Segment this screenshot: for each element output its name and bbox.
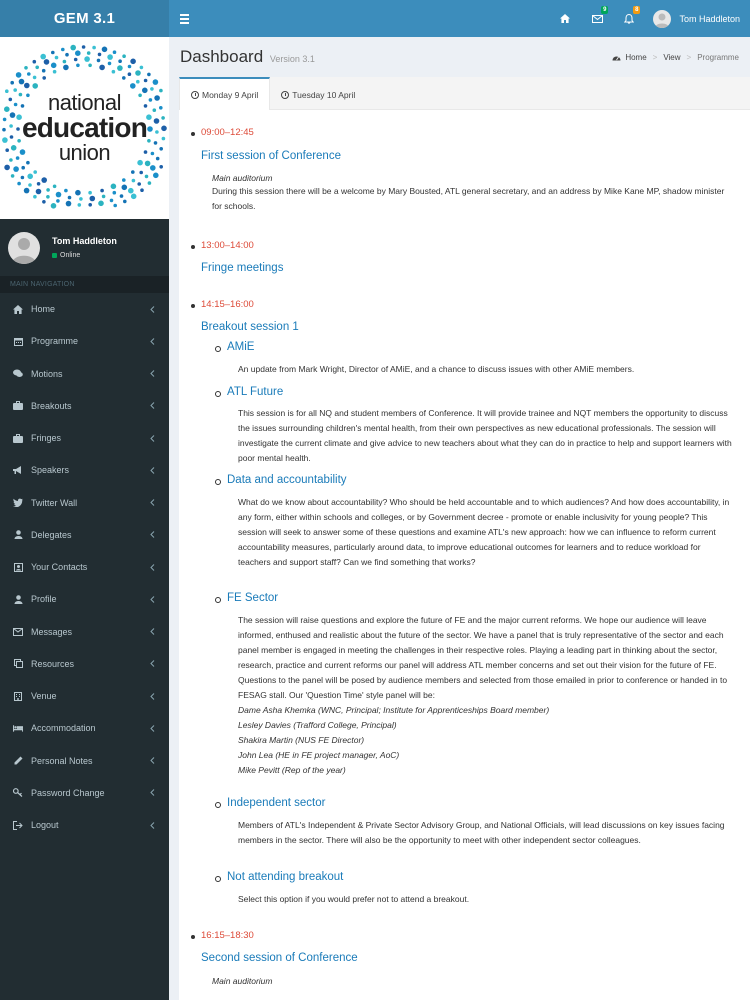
logo-dot (3, 118, 7, 122)
sidebar-item-label: Messages (31, 626, 73, 637)
logo-dot (140, 188, 144, 192)
sidebar-item-label: Delegates (31, 529, 72, 540)
chevron-left-icon (148, 821, 156, 829)
logo-dot (44, 59, 50, 65)
list-bullet (215, 597, 221, 603)
breakout-title[interactable]: Independent sector (227, 797, 326, 809)
breadcrumb-separator: > (686, 52, 692, 62)
logo-dot (118, 59, 122, 63)
logo-dot (150, 165, 156, 171)
logo-dot (11, 174, 15, 178)
sidebar-item-label: Speakers (31, 465, 70, 476)
list-bullet (191, 132, 195, 136)
logo-dot (10, 135, 14, 139)
logo-dot (79, 197, 83, 201)
sidebar-item-label: Venue (31, 691, 57, 702)
logo-dot (155, 130, 159, 134)
logo-dot (123, 200, 127, 204)
logo-dot (159, 89, 163, 93)
logo-dot (64, 189, 68, 193)
logo-dot (21, 176, 25, 180)
list-bullet (215, 802, 221, 808)
logo-dot (135, 70, 141, 76)
session-title[interactable]: Breakout session 1 (201, 321, 299, 333)
notifications-badge: 8 (635, 7, 639, 13)
logo-dot (108, 62, 112, 66)
chevron-left-icon (148, 499, 156, 507)
list-bullet (215, 479, 221, 485)
page-version: Version 3.1 (269, 54, 315, 64)
user-info (52, 236, 117, 259)
logo-dot (24, 83, 30, 89)
logo-dot (88, 203, 92, 207)
logo-dot (4, 165, 10, 171)
sidebar-item-label: Fringes (31, 433, 62, 444)
sidebar-item-your-contacts[interactable] (0, 551, 169, 583)
page-title (180, 47, 315, 67)
breakout-description: Select this option if you would prefer not to attend a breakout. (238, 894, 470, 904)
logo-dot (161, 126, 167, 132)
sidebar-item-label: Password Change (31, 787, 105, 798)
logo-dot (90, 196, 96, 202)
clock-icon (281, 91, 289, 99)
logo-dot (56, 192, 62, 198)
logo-dot (61, 48, 65, 52)
logo-dot (2, 128, 6, 132)
session-time: 13:00–14:00 (201, 240, 254, 251)
logo-dot (55, 56, 59, 60)
sidebar-item-label: Personal Notes (31, 755, 93, 766)
sidebar-item-label: Breakouts (31, 400, 72, 411)
building-icon (13, 691, 23, 701)
logo-dot (24, 188, 30, 194)
sidebar-item-label: Your Contacts (31, 562, 88, 573)
logo-dot (162, 137, 166, 141)
logo-dot (139, 171, 143, 175)
chevron-left-icon (148, 595, 156, 603)
logo-dot (37, 182, 41, 186)
sidebar-item-label: Twitter Wall (31, 497, 78, 508)
logo-dot (17, 182, 21, 186)
brand-line-3: union (58, 140, 111, 165)
messages-nav-button[interactable] (581, 0, 613, 37)
breakout-title[interactable]: Data and accountability (227, 474, 347, 486)
sidebar-item-profile[interactable] (0, 583, 169, 615)
logo-dot (102, 195, 106, 199)
chevron-left-icon (148, 337, 156, 345)
logo-dot (122, 185, 128, 191)
sidebar-item-logout[interactable] (0, 809, 169, 841)
logo-dot (42, 76, 46, 80)
logo-dot (40, 54, 46, 60)
brand-line-1: national (47, 90, 122, 115)
logo-dot (113, 204, 117, 208)
breadcrumb (612, 53, 739, 62)
dashboard-icon (612, 54, 621, 61)
sidebar-item-accommodation[interactable] (0, 712, 169, 744)
list-bullet (215, 346, 221, 352)
logo-dot (10, 112, 16, 118)
logo-dot (102, 47, 108, 53)
logo-dot (9, 98, 13, 102)
sidebar-item-venue[interactable] (0, 680, 169, 712)
breadcrumb-current: Programme (697, 52, 739, 62)
tab-label: Tuesday 10 April (292, 89, 356, 100)
logo-dot (2, 137, 8, 143)
sidebar-item-label: Accommodation (31, 723, 96, 734)
breakout-title[interactable]: FE Sector (227, 592, 279, 604)
logo-dot (21, 166, 25, 170)
sidebar-item-label: Programme (31, 336, 79, 347)
logo-dot (130, 83, 136, 89)
home-nav-button[interactable] (549, 0, 581, 37)
avatar (653, 10, 671, 28)
logo-dot (5, 148, 9, 152)
comments-icon (13, 369, 23, 379)
logo-dot (147, 139, 151, 143)
session-title[interactable]: First session of Conference (201, 150, 341, 162)
logo-dot (122, 178, 126, 182)
logo-dot (113, 50, 117, 54)
content-header (169, 37, 750, 77)
breadcrumb-view[interactable]: View (663, 52, 681, 62)
chevron-left-icon (148, 466, 156, 474)
sidebar-item-speakers[interactable] (0, 454, 169, 486)
logo-dot (128, 188, 134, 194)
logo-dot (24, 66, 28, 70)
logo-dot (76, 64, 80, 68)
chevron-left-icon (148, 563, 156, 571)
logo-dot (128, 72, 132, 76)
panel-member: Lesley Davies (Trafford College, Principal) (238, 720, 397, 730)
tab-monday[interactable] (179, 77, 270, 110)
session-title[interactable]: Second session of Conference (201, 952, 358, 964)
brand-logo (0, 37, 169, 219)
sidebar-item-fringes[interactable] (0, 422, 169, 454)
logo-dot (9, 158, 13, 162)
logo-dot (4, 106, 10, 112)
panel-member: John Lea (HE in FE project manager, AoC) (238, 750, 400, 760)
panel-member: Dame Asha Khemka (WNC, Principal; Institute for Apprenticeships Board member) (238, 705, 550, 715)
twitter-icon (13, 498, 23, 508)
logo-dot (33, 60, 37, 64)
logo-dot (13, 88, 17, 92)
logo-dot (88, 64, 92, 68)
logo-dot (68, 196, 72, 200)
list-bullet (215, 391, 221, 397)
logo-dot (74, 58, 78, 62)
megaphone-icon (13, 465, 23, 475)
logo-dot (120, 194, 124, 198)
logo-dot (17, 139, 21, 143)
logo-dot (56, 199, 60, 203)
sidebar-item-label: Logout (31, 820, 59, 831)
logo-dot (132, 179, 136, 183)
logo-dot (131, 194, 137, 200)
logo-dot (150, 87, 154, 91)
sidebar-menu (0, 293, 169, 841)
session-time: 16:15–18:30 (201, 930, 254, 941)
user-menu[interactable] (645, 10, 740, 28)
logo-dot (100, 189, 104, 193)
chevron-left-icon (148, 402, 156, 410)
online-dot-icon (52, 253, 57, 258)
panel-member: Shakira Martin (NUS FE Director) (238, 735, 365, 745)
breadcrumb-separator: > (652, 52, 658, 62)
logo-dot (84, 56, 90, 62)
chevron-left-icon (148, 660, 156, 668)
logo-dot (41, 177, 47, 183)
logo-dot (65, 53, 69, 57)
brand-line-2: education (21, 112, 148, 143)
user-panel (0, 219, 169, 276)
sidebar-item-twitter-wall[interactable] (0, 487, 169, 519)
logo-dot (137, 182, 141, 186)
logo-dot (156, 157, 160, 161)
logo-dot (130, 59, 136, 65)
user-icon (13, 530, 23, 540)
logo-dot (78, 203, 82, 207)
logo-dot (148, 181, 152, 185)
user-icon (13, 594, 23, 604)
logo-dot (82, 45, 86, 49)
logo-dot (147, 126, 153, 132)
session-location: Main auditorium (212, 173, 273, 183)
logo-dot (151, 152, 155, 156)
top-navbar (169, 0, 750, 37)
chevron-left-icon (148, 789, 156, 797)
logo-dot (33, 170, 37, 174)
bell-icon (624, 14, 634, 24)
sidebar-item-resources[interactable] (0, 648, 169, 680)
logo-dot (159, 147, 163, 151)
programme-box (179, 77, 750, 1000)
logo-dot (5, 89, 9, 93)
sidebar-item-messages[interactable] (0, 616, 169, 648)
list-bullet (215, 876, 221, 882)
logo-dot (11, 145, 17, 151)
logo-dot (111, 184, 117, 190)
logo-dot (32, 83, 38, 89)
sidebar-item-label: Profile (31, 594, 57, 605)
top-header (0, 0, 750, 37)
bed-icon (13, 723, 23, 733)
logo-dot (98, 201, 104, 207)
logo-dot (159, 106, 163, 110)
page-title-text: Dashboard (180, 47, 264, 66)
sidebar-item-label: Resources (31, 658, 75, 669)
breakout-title[interactable]: Not attending breakout (227, 871, 344, 883)
logo-dot (51, 63, 57, 69)
session-time: 09:00–12:45 (201, 127, 254, 138)
chevron-left-icon (148, 628, 156, 636)
tab-tuesday[interactable] (270, 77, 366, 110)
breakout-title[interactable]: AMiE (227, 341, 255, 353)
pencil-icon (13, 756, 23, 766)
brand-text (22, 92, 147, 164)
logo-dot (66, 201, 72, 207)
logo-dot (161, 116, 165, 120)
logo-dot (136, 80, 140, 84)
chevron-left-icon (148, 370, 156, 378)
chevron-left-icon (148, 434, 156, 442)
sidebar-item-delegates[interactable] (0, 519, 169, 551)
logo-dot (110, 199, 114, 203)
logo-dot (153, 173, 159, 179)
sidebar-item-label: Home (31, 304, 56, 315)
logo-dot (42, 200, 46, 204)
logo-dot (16, 156, 20, 160)
logo-dot (98, 53, 102, 57)
chevron-left-icon (148, 305, 156, 313)
logo-dot (122, 54, 126, 58)
sidebar-item-home[interactable] (0, 293, 169, 325)
logo-dot (13, 166, 19, 172)
session-description: During this session there will be a welcome by Mary Bousted, ATL general secretary, and an address by Mike Kane MP, shadow minister for schools. (212, 186, 725, 211)
sign-out-icon (13, 820, 23, 830)
user-status (52, 252, 117, 259)
messages-badge: 9 (603, 7, 607, 13)
logo-dot (128, 65, 132, 69)
envelope-icon (592, 15, 603, 23)
breakout-description (238, 613, 738, 778)
logo-dot (16, 72, 22, 78)
list-bullet (191, 935, 195, 939)
tab-label: Monday 9 April (202, 89, 259, 100)
logo-dot (144, 79, 148, 83)
logo-dot (122, 76, 126, 80)
briefcase-icon (13, 433, 23, 443)
logo-dot (63, 65, 69, 71)
sidebar-item-motions[interactable] (0, 358, 169, 390)
logo-dot (27, 174, 33, 180)
home-icon (560, 14, 570, 23)
breadcrumb-home[interactable]: Home (625, 52, 647, 62)
breakout-description: An update from Mark Wright, Director of AMiE, and a chance to discuss issues with other AMiE members. (238, 364, 635, 374)
breakout-description: Members of ATL's Independent & Private Sector Advisory Group, and National Officials, will lead discussions on key issues facing members in the sector. There will also be the opportunity to meet with other independent sector colleagues. (238, 820, 725, 845)
sidebar (0, 37, 169, 1000)
breakout-title[interactable]: ATL Future (227, 386, 284, 398)
logo-dot (153, 108, 157, 112)
chevron-left-icon (148, 757, 156, 765)
logo-dot (42, 69, 46, 73)
list-bullet (191, 304, 195, 308)
chevron-left-icon (148, 531, 156, 539)
day-tabs (179, 77, 750, 110)
breakout-description: This session is for all NQ and student members of Conference. It will provide trainee and NQT members the opportunity to discuss the issues surrounding children's mental health, from their own perspectives as new educational professionals. The session will investigate the current climate and give advice to new teachers about what they can do in practice to help and support learners with poor mental health. (238, 408, 732, 463)
logo-dot (99, 65, 105, 71)
logo-dot (88, 191, 92, 195)
avatar (8, 232, 40, 264)
briefcase-icon (13, 401, 23, 411)
header-user-name: Tom Haddleton (679, 13, 740, 24)
logo-dot (97, 59, 101, 63)
logo-dot (117, 65, 123, 71)
sidebar-user-name: Tom Haddleton (52, 236, 117, 246)
session-location: Main auditorium (212, 976, 273, 986)
logo-dot (154, 141, 158, 145)
notifications-nav-button[interactable] (613, 0, 645, 37)
logo-dot (46, 195, 50, 199)
logo-dot (46, 188, 50, 192)
sidebar-item-breakouts[interactable] (0, 390, 169, 422)
logo-dot (154, 118, 160, 124)
breakout-description-text: The session will raise questions and explore the future of FE and the major current reforms. We hope our audience will leave informed, enthused and realistic about the future of the sector. We have a panel that is truly representative of the sector and each panel member is engaged in meeting the challenges in their respective roles. Playing a leading part in thinking about the sector, research, practice and current reforms our panel will address ATL member concerns and set out their vision for the future of FE. Questions to the panel will be posed by audience members and selected from those emailed in prior to conference or handed in to FESAG stall. Our 'Question Time' style panel will be: (238, 615, 728, 700)
sidebar-item-label: Motions (31, 368, 63, 379)
chevron-left-icon (148, 724, 156, 732)
calendar-icon (13, 336, 23, 346)
sidebar-toggle-icon[interactable] (180, 14, 189, 24)
sidebar-item-personal-notes[interactable] (0, 745, 169, 777)
logo-dot (33, 195, 37, 199)
sidebar-item-password-change[interactable] (0, 777, 169, 809)
chevron-left-icon (148, 692, 156, 700)
clock-icon (191, 91, 199, 99)
session-title[interactable]: Fringe meetings (201, 262, 284, 274)
logo-dot (27, 72, 31, 76)
logo-dot (9, 124, 13, 128)
logo-dot (159, 165, 163, 169)
contact-card-icon (13, 562, 23, 572)
logo-dot (51, 203, 57, 209)
logo-dot (112, 70, 116, 74)
logo-dot (19, 79, 25, 85)
copy-icon (13, 659, 23, 669)
logo-dot (10, 81, 14, 85)
logo-dot (63, 60, 67, 64)
logo-dot (70, 45, 76, 51)
key-icon (13, 788, 23, 798)
app-logo[interactable]: GEM 3.1 (0, 0, 169, 37)
logo-dot (113, 191, 117, 195)
navbar-right (549, 0, 740, 37)
logo-dot (87, 51, 91, 55)
logo-dot (145, 175, 149, 179)
logo-dot (140, 66, 144, 70)
logo-dot (107, 54, 113, 60)
home-icon (13, 304, 23, 314)
breakout-description: What do we know about accountability? Who should be held accountable and to which audiences? And how does accountability, in any form, either within schools and colleges, or by Government decree - promote or enable inclusivity for young people? This session will seek to answer some of these questions and examine ATL's new approach: how we can influence to reform current accountability measures, particularly around data, to improve educational outcomes for learners and to reduce workload for teachers and support staff? Can we find something that works? (238, 497, 730, 567)
user-status-label: Online (60, 252, 81, 259)
nav-header: MAIN NAVIGATION (0, 276, 169, 293)
sidebar-item-programme[interactable] (0, 325, 169, 357)
list-bullet (191, 245, 195, 249)
logo-dot (33, 76, 37, 80)
logo-dot (149, 98, 153, 102)
logo-dot (16, 127, 20, 131)
logo-dot (92, 46, 96, 50)
logo-dot (36, 189, 42, 195)
content-wrapper (169, 37, 750, 1000)
logo-dot (147, 73, 151, 77)
logo-dot (14, 103, 18, 107)
logo-dot (51, 51, 55, 55)
logo-dot (75, 190, 81, 196)
logo-dot (153, 79, 159, 85)
logo-dot (131, 170, 135, 174)
logo-dot (35, 66, 39, 70)
logo-dot (154, 95, 160, 101)
envelope-icon (13, 627, 23, 637)
logo-dot (75, 50, 81, 56)
session-time: 14:15–16:00 (201, 299, 254, 310)
panel-member: Mike Pevitt (Rep of the year) (238, 765, 346, 775)
logo-dot (53, 70, 57, 74)
logo-dot (53, 185, 57, 189)
logo-dot (28, 183, 32, 187)
